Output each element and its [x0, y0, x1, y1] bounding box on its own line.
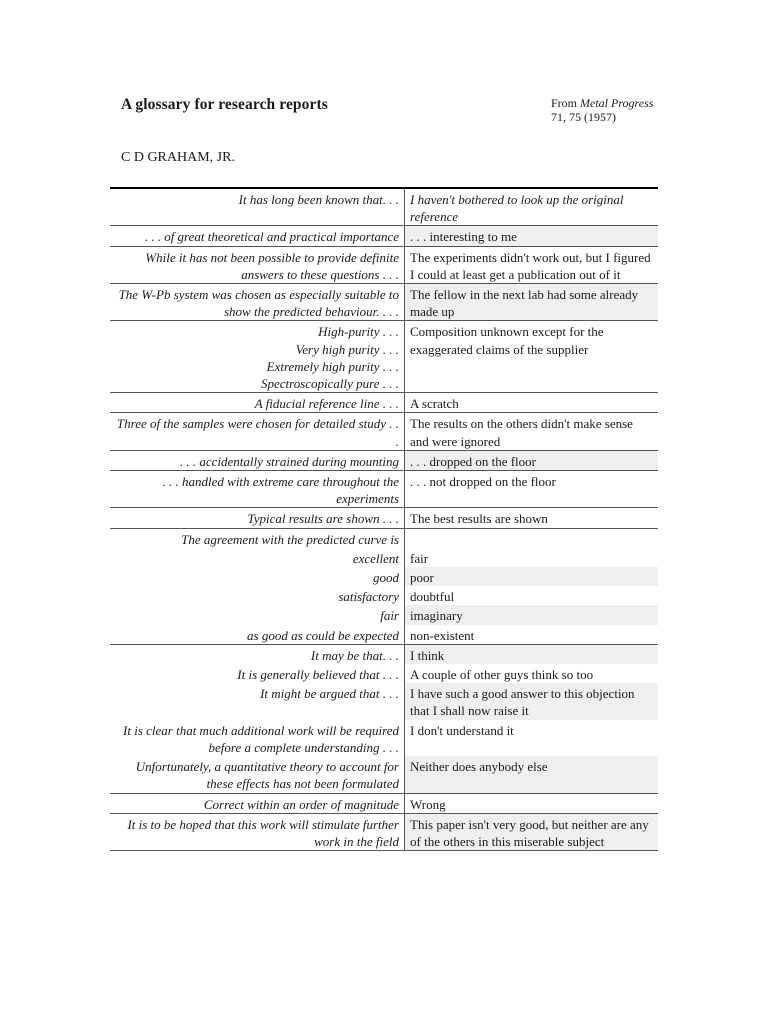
- glossary-row: [110, 393, 658, 413]
- glossary-row: [110, 683, 658, 719]
- glossary-phrase: [110, 756, 405, 793]
- phrase-text: Three of the samples were chosen for detailed study . . .: [116, 416, 399, 449]
- glossary-row: [110, 321, 658, 393]
- glossary-phrase: [110, 413, 405, 450]
- phrase-text: Correct within an order of magnitude: [203, 796, 399, 812]
- meaning-text: I have such a good answer to this objection that I shall now raise it: [410, 686, 635, 719]
- glossary-meaning: [405, 188, 659, 226]
- glossary-meaning: [405, 246, 659, 283]
- phrase-text: The W-Pb system was chosen as especially suitable to show the predicted behaviour. . . .: [118, 287, 399, 320]
- phrase-text: good: [373, 570, 399, 586]
- glossary-row: [110, 508, 658, 528]
- meaning-text: Wrong: [410, 796, 446, 812]
- glossary-row: [110, 567, 658, 586]
- glossary-phrase: [110, 450, 405, 470]
- glossary-meaning: [405, 471, 659, 508]
- glossary-row: [110, 625, 658, 645]
- phrase-text: Extremely high purity . . .: [266, 358, 399, 374]
- page-title: A glossary for research reports: [121, 96, 328, 113]
- glossary-row: [110, 720, 658, 756]
- glossary-row: [110, 471, 658, 508]
- phrase-text: Typical results are shown . . .: [247, 511, 399, 527]
- glossary-phrase: [110, 683, 405, 719]
- glossary-phrase: [110, 528, 405, 548]
- glossary-meaning: [405, 625, 659, 645]
- phrase-text: It is clear that much additional work will be required before a complete understanding . . .: [123, 722, 399, 755]
- meaning-text: I don't understand it: [410, 722, 514, 738]
- glossary-phrase: [110, 793, 405, 813]
- glossary-row: [110, 813, 658, 850]
- meaning-text: . . . not dropped on the floor: [410, 474, 556, 490]
- glossary-phrase: [110, 246, 405, 283]
- glossary-phrase: [110, 508, 405, 528]
- glossary-meaning: [405, 284, 659, 321]
- glossary-row: [110, 644, 658, 664]
- meaning-text: Composition unknown except for the exaggerated claims of the supplier: [410, 324, 604, 357]
- glossary-row: [110, 246, 658, 283]
- glossary-row: [110, 756, 658, 793]
- glossary-row: [110, 664, 658, 683]
- glossary-meaning: [405, 756, 659, 793]
- glossary-meaning: [405, 683, 659, 719]
- source-details: 71, 75 (1957): [551, 110, 616, 124]
- glossary-meaning: [405, 813, 659, 850]
- meaning-text: The best results are shown: [410, 511, 548, 527]
- glossary-meaning: [405, 586, 659, 605]
- glossary-meaning: [405, 508, 659, 528]
- phrase-text: satisfactory: [338, 589, 399, 605]
- meaning-text: This paper isn't very good, but neither are any of the others in this miserable subject: [410, 816, 649, 849]
- glossary-phrase: [110, 471, 405, 508]
- meaning-text: [410, 531, 653, 548]
- phrase-text: High-purity . . .: [318, 324, 399, 340]
- glossary-meaning: [405, 720, 659, 756]
- source-prefix: From: [551, 96, 581, 110]
- meaning-text: . . . dropped on the floor: [410, 453, 537, 469]
- phrase-text: Spectroscopically pure . . .: [260, 376, 399, 392]
- phrase-text: Unfortunately, a quantitative theory to account for these effects has not been formulated: [135, 759, 399, 792]
- phrase-text: While it has not been possible to provide definite answers to these questions . . .: [145, 249, 399, 282]
- phrase-text: A fiducial reference line . . .: [254, 396, 399, 412]
- meaning-text: non-existent: [410, 627, 475, 643]
- source-journal: Metal Progress: [580, 96, 654, 110]
- meaning-text: A couple of other guys think so too: [410, 667, 594, 683]
- glossary-phrase: [110, 226, 405, 246]
- glossary-row: [110, 548, 658, 567]
- meaning-text: doubtful: [410, 589, 455, 605]
- glossary-meaning: [405, 226, 659, 246]
- phrase-text: It may be that. . .: [310, 647, 399, 663]
- glossary-meaning: [405, 567, 659, 586]
- phrase-text: It has long been known that. . .: [238, 192, 399, 207]
- meaning-text: poor: [410, 570, 434, 586]
- glossary-meaning: [405, 644, 659, 664]
- meaning-text: Neither does anybody else: [410, 759, 548, 775]
- phrase-text: excellent: [352, 550, 399, 566]
- phrase-text: as good as could be expected: [247, 627, 399, 643]
- glossary-row: [110, 413, 658, 450]
- meaning-text: . . . interesting to me: [410, 229, 517, 245]
- meaning-text: I think: [410, 647, 445, 663]
- glossary-meaning: [405, 393, 659, 413]
- glossary-phrase: [110, 548, 405, 567]
- phrase-text: . . . accidentally strained during mounting: [179, 453, 399, 469]
- phrase-text: The agreement with the predicted curve is: [181, 531, 399, 547]
- glossary-row: [110, 226, 658, 246]
- glossary-phrase: [110, 813, 405, 850]
- glossary-meaning: [405, 664, 659, 683]
- phrase-text: . . . handled with extreme care throughout the experiments: [162, 474, 399, 507]
- phrase-text: Very high purity . . .: [295, 341, 399, 357]
- meaning-text: I haven't bothered to look up the original reference: [410, 192, 624, 225]
- phrase-text: fair: [380, 608, 399, 624]
- meaning-text: imaginary: [410, 608, 463, 624]
- glossary-phrase: [110, 321, 405, 393]
- glossary-row: [110, 586, 658, 605]
- glossary-meaning: [405, 793, 659, 813]
- glossary-phrase: [110, 605, 405, 624]
- glossary-meaning: [405, 605, 659, 624]
- glossary-phrase: [110, 720, 405, 756]
- glossary-phrase: [110, 567, 405, 586]
- meaning-text: fair: [410, 550, 429, 566]
- phrase-text: It is generally believed that . . .: [237, 667, 399, 683]
- glossary-row: [110, 450, 658, 470]
- meaning-text: The results on the others didn't make sense and were ignored: [410, 416, 633, 449]
- source-citation: [551, 96, 661, 124]
- glossary-phrase: [110, 284, 405, 321]
- glossary-phrase: [110, 625, 405, 645]
- author-name: C D GRAHAM, JR.: [121, 150, 235, 165]
- glossary-phrase: [110, 393, 405, 413]
- phrase-text: . . . of great theoretical and practical importance: [144, 229, 399, 245]
- glossary-row: [110, 793, 658, 813]
- glossary-phrase: [110, 188, 405, 226]
- glossary-row: [110, 528, 658, 548]
- phrase-text: It is to be hoped that this work will stimulate further work in the field: [127, 816, 399, 849]
- glossary-row: [110, 188, 658, 226]
- glossary-phrase: [110, 586, 405, 605]
- glossary-phrase: [110, 664, 405, 683]
- meaning-text: The experiments didn't work out, but I figured I could at least get a publication out of it: [410, 249, 651, 282]
- meaning-text: A scratch: [410, 396, 459, 412]
- glossary-meaning: [405, 321, 659, 393]
- glossary-meaning: [405, 450, 659, 470]
- glossary-row: [110, 284, 658, 321]
- glossary-phrase: [110, 644, 405, 664]
- glossary-row: [110, 605, 658, 624]
- glossary-table: [110, 187, 658, 851]
- phrase-text: It might be argued that . . .: [260, 686, 399, 702]
- glossary-meaning: [405, 528, 659, 548]
- meaning-text: The fellow in the next lab had some already made up: [410, 287, 639, 320]
- glossary-meaning: [405, 548, 659, 567]
- glossary-meaning: [405, 413, 659, 450]
- glossary-body: [110, 188, 658, 851]
